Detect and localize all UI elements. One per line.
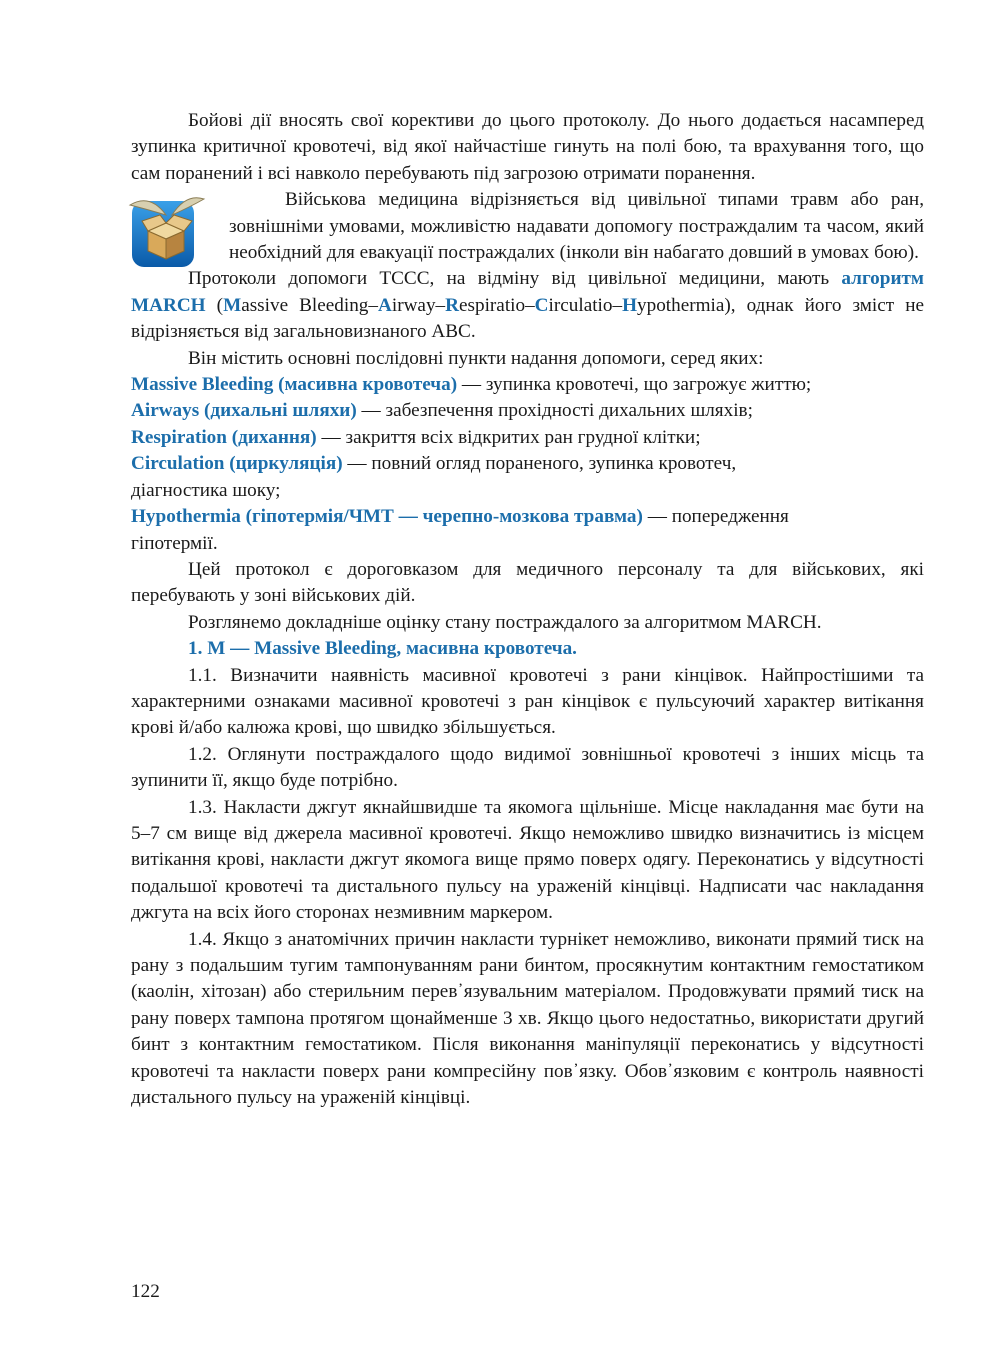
march-text: irculatio– <box>548 294 623 316</box>
march-link[interactable]: алгоритм MARCH <box>131 268 924 316</box>
list-text: — попередження гіпотермії. <box>131 506 789 554</box>
list-term: Circulation (циркуляція) <box>131 453 343 475</box>
box-with-wings-icon <box>120 191 214 271</box>
march-text: ypothermia), однак його зміст не відрізняється від загальновизнаного АВС. <box>131 294 925 343</box>
march-letter: C <box>534 294 549 316</box>
list-term: Hypothermia (гіпотермія/ЧМТ — черепно-мозкова травма) <box>131 506 643 528</box>
list-text: — закриття всіх відкритих ран грудної клітки; <box>316 426 701 448</box>
march-list <box>131 372 924 557</box>
protocol-paragraph: Цей протокол є дороговказом для медичного персоналу та для військових, які перебувають у зоні військових дій. <box>131 558 924 607</box>
march-letter: M <box>223 294 242 316</box>
list-item <box>131 504 871 557</box>
march-text: Протоколи допомоги ТССС, на відміну від цивільної медицини, мають <box>188 268 842 290</box>
step-paragraph: 1.1. Визначити наявність масивної кровотечі з рани кінцівок. Найпростішими та характерними ознаками масивної кровотечі з ран кінцівок є пульсуючий характер витікання крові й/або калюжа крові, що швидко збільшується. <box>131 664 924 739</box>
march-letter: A <box>378 294 392 316</box>
list-text: — забезпечення прохідності дихальних шляхів; <box>356 400 753 422</box>
list-term: Respiration (дихання) <box>131 426 317 448</box>
march-paragraph <box>131 266 924 345</box>
list-term: Airways (дихальні шляхи) <box>131 400 357 422</box>
note-block <box>131 187 924 266</box>
step-paragraph: 1.2. Оглянути постраждалого щодо видимої зовнішньої кровотечі з інших місць та зупинити її, якщо буде потрібно. <box>131 743 924 792</box>
list-text: — зупинка кровотечі, що загрожує життю; <box>457 374 812 396</box>
march-text: espiratio– <box>459 294 535 316</box>
intro-paragraph: Бойові дії вносять свої корективи до цього протоколу. До нього додається насамперед зупинка критичної кровотечі, від якої найчастіше гинуть на полі бою, та врахування того, що сам поранений і всі навколо перебувають під загрозою отримати поранення. <box>131 110 924 184</box>
note-paragraph: Військова медицина відрізняється від цивільної типами травм або ран, зовнішніми умовами, можливістю надавати допомогу постраждалим та часом, який необхідний для евакуації постраждалих (інколи він набагато довший в умовах бою). <box>229 189 924 264</box>
list-item <box>131 425 924 451</box>
section-heading: 1. M — Massive Bleeding, масивна кровотеча. <box>188 638 577 660</box>
step-paragraph: 1.3. Накласти джгут якнайшвидше та якомога щільніше. Місце накладання має бути на 5–7 см вище від джерела масивної кровотечі. Якщо неможливо швидко визначитись із місцем витікання крові, накласти джгут якомога вище прямо поверх одягу. Переконатись у відсутності подальшої кровотечі та дистального пульсу на ураженій кінцівці. Надписати час накладання джгута на всіх його сторонах незмивним маркером. <box>131 796 924 924</box>
list-term: Massive Bleeding (масивна кровотеча) <box>131 374 458 396</box>
review-paragraph: Розглянемо докладніше оцінку стану постраждалого за алгоритмом MARCH. <box>188 611 822 633</box>
page-content <box>131 108 924 1111</box>
list-text: — повний огляд пораненого, зупинка кровотеч, діагностика шоку; <box>131 453 737 501</box>
march-text: assive Bleeding– <box>241 294 378 316</box>
list-item <box>131 398 924 424</box>
step-paragraph: 1.4. Якщо з анатомічних причин накласти турнікет неможливо, виконати прямий тиск на рану з подальшим тугим тампонуванням рани бинтом, просякнутим контактним гемостатиком (каолін, хітозан) або стерильним перев᾿язувальним матеріалом. Продовжувати прямий тиск на рану поверх тампона протягом щонайменше 3 хв. Якщо цього недостатньо, використати другий бинт з контактним гемостатиком. Після виконання маніпуляції переконатись у відсутності кровотечі та накласти поверх рани компресійну пов᾿язку. Обов᾿язковим є контроль наявності дистального пульсу на ураженій кінцівці. <box>131 928 924 1109</box>
list-item <box>131 372 924 398</box>
march-letter: H <box>622 294 637 316</box>
march-text: ( <box>205 294 224 316</box>
list-intro: Він містить основні послідовні пункти надання допомоги, серед яких: <box>188 347 764 369</box>
march-text: irway– <box>391 294 446 316</box>
page-number: 122 <box>131 1281 160 1302</box>
march-letter: R <box>445 294 459 316</box>
list-item <box>131 451 831 504</box>
